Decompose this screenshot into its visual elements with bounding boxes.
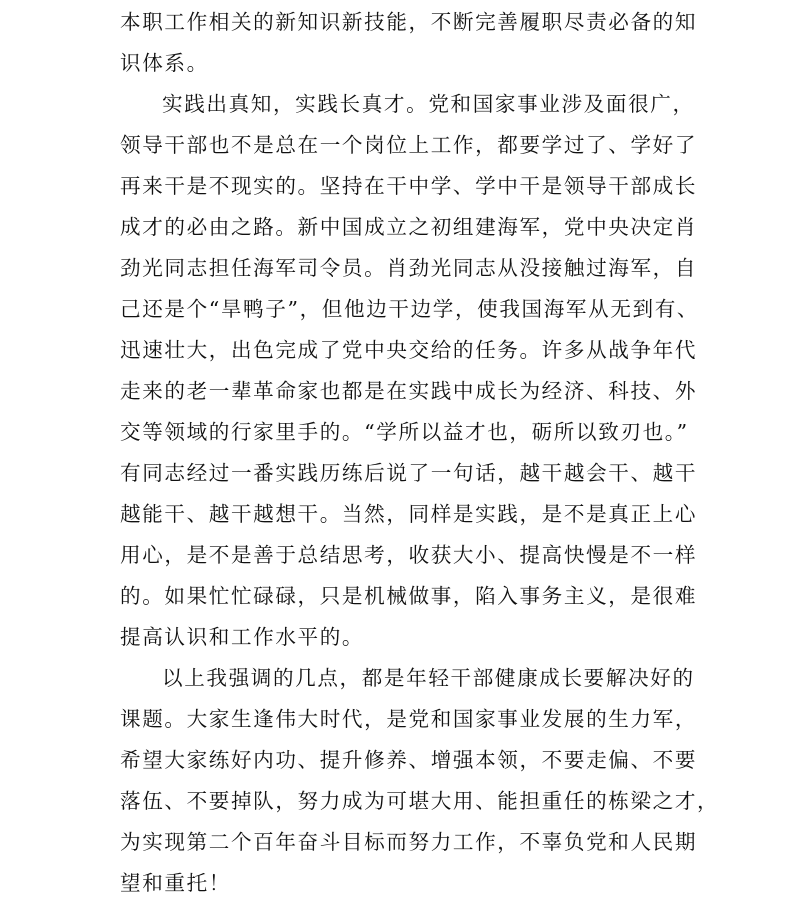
paragraph-first-line: 实践出真知，实践长真才。党和国家事业涉及面很广， [162, 92, 695, 116]
text-line: 用心，是不是善于总结思考，收获大小、提高快慢是不一样 [120, 543, 698, 567]
text-line: 为实现第二个百年奋斗目标而努力工作，不辜负党和人民期 [120, 830, 698, 854]
text-line: 走来的老一辈革命家也都是在实践中成长为经济、科技、外 [120, 379, 698, 403]
text-line: 本职工作相关的新知识新技能，不断完善履职尽责必备的知 [120, 10, 698, 34]
text-line: 提高认识和工作水平的。 [120, 625, 365, 649]
text-line: 领导干部也不是总在一个岗位上工作，都要学过了、学好了 [120, 133, 698, 157]
text-line: 望和重托！ [120, 871, 231, 895]
text-line: 己还是个“旱鸭子”，但他边干边学，使我国海军从无到有、 [120, 297, 700, 321]
text-line: 的。如果忙忙碌碌，只是机械做事，陷入事务主义，是很难 [120, 584, 698, 608]
text-line: 识体系。 [120, 51, 209, 75]
text-line: 落伍、不要掉队，努力成为可堪大用、能担重任的栋梁之才， [120, 789, 720, 813]
text-line: 希望大家练好内功、提升修养、增强本领，不要走偏、不要 [120, 748, 698, 772]
text-line: 再来干是不现实的。坚持在干中学、学中干是领导干部成长 [120, 174, 698, 198]
text-line: 迅速壮大，出色完成了党中央交给的任务。许多从战争年代 [120, 338, 698, 362]
paragraph-first-line: 以上我强调的几点，都是年轻干部健康成长要解决好的 [162, 666, 695, 690]
text-line: 劲光同志担任海军司令员。肖劲光同志从没接触过海军，自 [120, 256, 698, 280]
text-line: 有同志经过一番实践历练后说了一句话，越干越会干、越干 [120, 461, 698, 485]
text-line: 成才的必由之路。新中国成立之初组建海军，党中央决定肖 [120, 215, 698, 239]
text-line: 交等领域的行家里手的。“学所以益才也，砺所以致刃也。” [120, 420, 689, 444]
text-line: 课题。大家生逢伟大时代，是党和国家事业发展的生力军， [120, 707, 698, 731]
text-line: 越能干、越干越想干。当然，同样是实践，是不是真正上心 [120, 502, 698, 526]
